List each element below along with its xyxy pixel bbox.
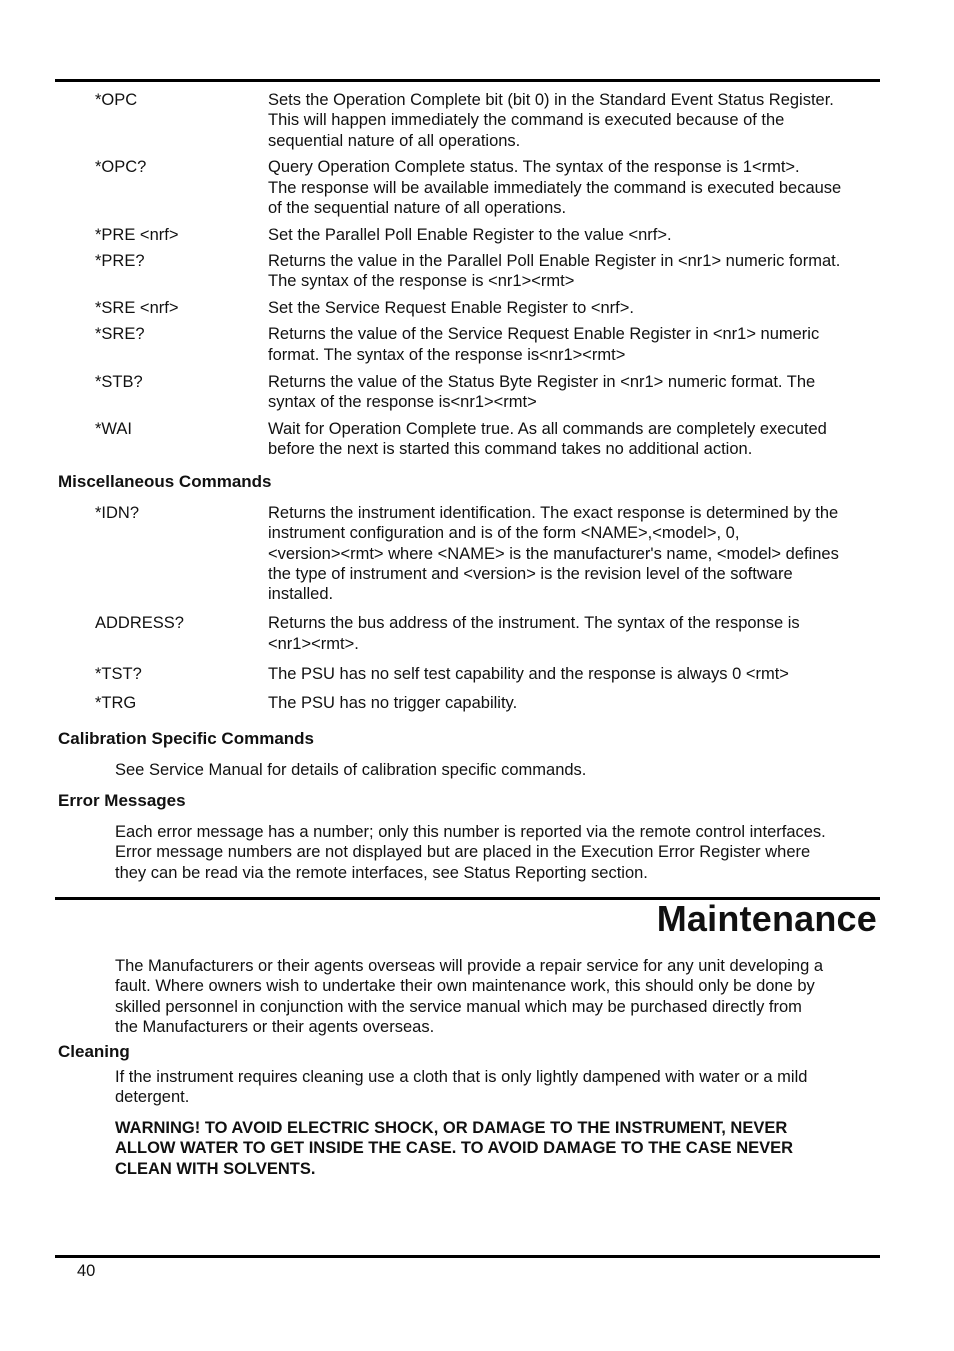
misc-commands-heading: Miscellaneous Commands [58,472,272,491]
command-name: *WAI [95,419,132,438]
top-rule [55,79,880,82]
command-name: ADDRESS? [95,614,184,633]
command-description: Wait for Operation Complete true. As all commands are completely executed before the next is started this command takes no additional action. [268,419,827,458]
command-description: Returns the bus address of the instrument. The syntax of the response is <nr1><rmt>. [268,614,800,653]
command-description: Returns the value of the Status Byte Register in <nr1> numeric format. The syntax of the response is<nr1><rmt> [268,372,816,411]
command-description: Sets the Operation Complete bit (bit 0) in the Standard Event Status Register. This will happen immediately the command is executed because of the sequential nature of all operations. [268,91,834,150]
command-name: *PRE <nrf> [95,225,179,244]
footer-rule [55,1255,880,1258]
maintenance-text: The Manufacturers or their agents overseas will provide a repair service for any unit developing a fault. Where owners wish to undertake their own maintenance work, this should only be done by skilled personnel in conjunction with the service manual which may be purchased directly from the Manufacturers or their agents overseas. [115,957,824,1036]
command-row [95,372,885,413]
page-number: 40 [77,1262,96,1280]
command-name: *TRG [95,694,137,713]
command-description: The PSU has no trigger capability. [268,694,518,713]
error-messages-heading: Error Messages [58,791,186,810]
command-row [95,324,885,365]
command-row [95,251,885,292]
cleaning-heading: Cleaning [58,1042,130,1061]
status-commands-table [95,90,885,459]
command-row [95,90,885,151]
error-messages-text: Each error message has a number; only this number is reported via the remote control interfaces. Error message numbers are not displayed but are placed in the Execution Error Register where they can be read via the remote interfaces, see Status Reporting section. [115,823,826,882]
command-description: Query Operation Complete status. The syntax of the response is 1<rmt>. The response will be available immediately the command is executed because of the sequential nature of all operations. [268,158,842,217]
cleaning-text: If the instrument requires cleaning use a cloth that is only lightly dampened with water or a mild detergent. [115,1068,808,1107]
command-description: Set the Service Request Enable Register to <nrf>. [268,298,634,317]
command-name: *IDN? [95,504,140,522]
command-row [95,419,885,460]
command-name: *SRE? [95,325,145,344]
cleaning-warning: WARNING! TO AVOID ELECTRIC SHOCK, OR DAMAGE TO THE INSTRUMENT, NEVER ALLOW WATER TO GET INSIDE THE CASE. TO AVOID DAMAGE TO THE CASE NEVER CLEAN WITH SOLVENTS. [115,1119,794,1178]
command-description: Set the Parallel Poll Enable Register to the value <nrf>. [268,225,672,244]
command-row [95,225,885,245]
command-description: Returns the value of the Service Request Enable Register in <nr1> numeric format. The syntax of the response is<nr1><rmt> [268,325,820,364]
command-name: *SRE <nrf> [95,298,179,317]
command-description: The PSU has no self test capability and the response is always 0 <rmt> [268,664,789,683]
command-row [95,693,885,713]
misc-commands-table [95,503,885,714]
calibration-text: See Service Manual for details of calibration specific commands. [115,761,587,779]
command-name: *TST? [95,664,142,683]
calibration-heading: Calibration Specific Commands [58,729,314,748]
command-row [95,503,885,604]
command-name: *PRE? [95,251,145,270]
maintenance-title: Maintenance [656,898,877,939]
command-name: *OPC? [95,158,147,177]
command-name: *OPC [95,91,138,109]
command-name: *STB? [95,372,143,391]
command-row [95,613,885,654]
command-row [95,664,885,684]
command-description: Returns the instrument identification. The exact response is determined by the instrument configuration and is of the form <NAME>,<model>, 0, <version><rmt> where <NAME> is the manufacturer's name, <model> defines the type of instrument and <version> is the revision level of the software installed. [268,504,839,604]
command-description: Returns the value in the Parallel Poll Enable Register in <nr1> numeric format. The syntax of the response is <nr1><rmt> [268,251,841,290]
command-row [95,298,885,318]
command-row [95,157,885,218]
